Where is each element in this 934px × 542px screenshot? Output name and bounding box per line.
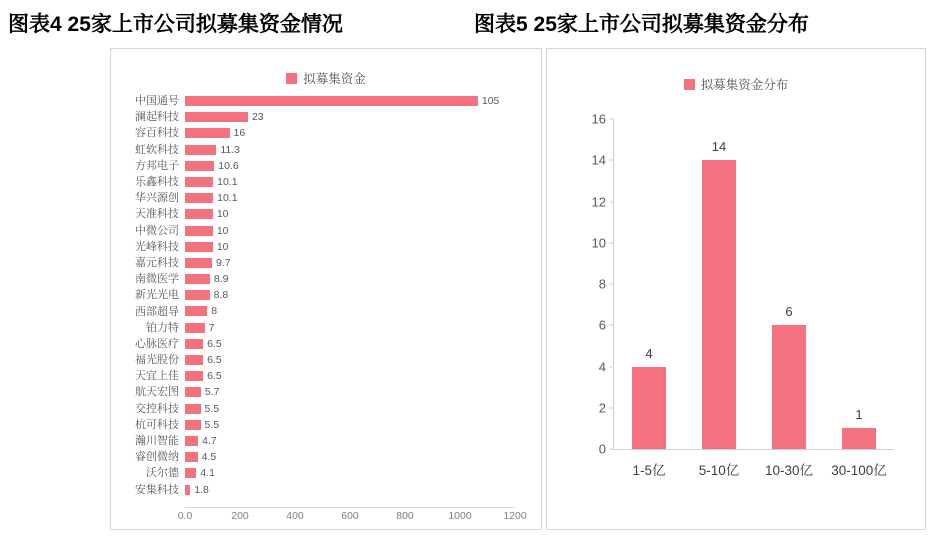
bar-value-label: 10 xyxy=(216,240,229,253)
bar-track xyxy=(185,384,541,400)
bar-value-label: 6.5 xyxy=(207,354,222,366)
bar-fill xyxy=(185,242,213,252)
plot-area-right xyxy=(591,111,894,478)
bar-fill xyxy=(185,355,203,365)
x-axis-tick: 600 xyxy=(341,510,359,522)
bar-value-label: 10.1 xyxy=(217,192,238,205)
bar-category-label: 杭可科技 xyxy=(135,418,179,431)
bar-row xyxy=(111,287,541,303)
bar-fill xyxy=(185,177,213,187)
legend-label-left: 拟募集资金 xyxy=(303,72,366,86)
bar-category-label: 方邦电子 xyxy=(135,159,179,172)
bar-row xyxy=(111,158,541,174)
legend-label-right: 拟募集资金分布 xyxy=(700,78,789,92)
bar-track xyxy=(185,255,541,271)
bar-category-label: 1-5亿 xyxy=(632,463,666,478)
y-axis-tick-label: 0 xyxy=(598,441,606,457)
bar-category-label: 心脉医疗 xyxy=(135,337,179,350)
bar-fill xyxy=(185,371,203,381)
bar-row xyxy=(111,401,541,417)
bar-fill xyxy=(185,274,210,284)
y-axis-tick-label: 10 xyxy=(591,235,606,251)
bar-track xyxy=(185,320,541,336)
bar-row xyxy=(111,223,541,239)
bar-fill xyxy=(772,325,806,449)
bar-row xyxy=(111,255,541,271)
page-title-left: 图表4 25家上市公司拟募集资金情况 xyxy=(8,13,343,36)
bar-category-label: 乐鑫科技 xyxy=(135,176,179,189)
bar-value-label: 8 xyxy=(211,305,218,318)
bar-row xyxy=(111,190,541,206)
bar-category-label: 睿创微纳 xyxy=(135,451,179,464)
bar-group xyxy=(614,119,684,478)
bar-row xyxy=(111,142,541,158)
bar-track xyxy=(185,223,541,239)
legend-swatch-icon xyxy=(684,79,695,90)
titles-row xyxy=(0,8,934,42)
bar-track xyxy=(185,93,541,109)
bar-track xyxy=(185,417,541,433)
bar-row xyxy=(111,368,541,384)
bar-row xyxy=(111,417,541,433)
x-axis-tick: 400 xyxy=(286,510,304,522)
y-axis-tick-label: 16 xyxy=(591,111,606,127)
bar-category-label: 安集科技 xyxy=(135,483,179,496)
bar-group xyxy=(754,119,824,478)
bar-value-label: 6.5 xyxy=(207,337,222,350)
bar-fill xyxy=(185,209,213,219)
bar-fill xyxy=(185,404,201,414)
bar-category-label: 嘉元科技 xyxy=(135,256,179,269)
y-axis-tick-label: 12 xyxy=(591,194,606,209)
chart-panel-left xyxy=(110,48,542,530)
bar-fill xyxy=(185,420,201,430)
x-axis-left xyxy=(177,507,527,529)
bar-fill xyxy=(185,128,230,138)
bar-row xyxy=(111,239,541,255)
bar-value-label: 9.7 xyxy=(215,256,231,269)
horizontal-bar-rows xyxy=(111,93,541,498)
bar-category-label: 容百科技 xyxy=(135,127,179,140)
bar-track xyxy=(185,368,541,384)
bar-category-label: 航天宏图 xyxy=(135,386,179,399)
bar-track xyxy=(185,352,541,368)
bar-group xyxy=(824,119,894,478)
bar-track xyxy=(185,482,541,498)
y-axis-tick-label: 2 xyxy=(598,400,606,416)
bar-category-label: 5-10亿 xyxy=(698,463,740,478)
bar-fill xyxy=(185,306,207,316)
bar-row xyxy=(111,352,541,368)
bar-category-label: 南微医学 xyxy=(135,273,179,286)
bar-category-label: 瀚川智能 xyxy=(135,435,179,448)
bar-category-label: 交控科技 xyxy=(135,402,179,415)
bar-group xyxy=(684,119,754,478)
bar-category-label: 30-100亿 xyxy=(831,463,887,478)
bar-track xyxy=(185,401,541,417)
bar-track xyxy=(185,206,541,222)
bar-fill xyxy=(842,428,876,449)
chart-panel-right xyxy=(546,48,926,530)
bar-value-label: 5.5 xyxy=(204,418,220,431)
bar-fill xyxy=(632,367,666,450)
vertical-bar-plot xyxy=(547,105,925,529)
bar-fill xyxy=(185,485,190,495)
x-axis-tick: 800 xyxy=(396,510,414,522)
bar-track xyxy=(185,449,541,465)
bar-category-label: 天宜上佳 xyxy=(135,370,179,383)
bar-row xyxy=(111,384,541,400)
bar-fill xyxy=(185,193,213,203)
bar-row xyxy=(111,336,541,352)
x-axis-tick: 0.0 xyxy=(177,510,193,522)
bar-category-label: 光峰科技 xyxy=(135,240,179,253)
bar-value-label: 8.9 xyxy=(213,273,229,286)
bar-track xyxy=(185,158,541,174)
x-axis-tick: 1200 xyxy=(503,510,527,522)
bar-category-label: 10-30亿 xyxy=(764,463,814,478)
bar-value-label: 23 xyxy=(251,111,264,124)
y-axis-tick-label: 8 xyxy=(598,276,606,292)
bar-row xyxy=(111,93,541,109)
bar-value-label: 5.5 xyxy=(204,402,220,415)
bar-track xyxy=(185,271,541,287)
bar-value-label: 5.7 xyxy=(204,386,220,399)
bar-fill xyxy=(185,258,212,268)
bar-fill xyxy=(185,387,201,397)
bar-fill xyxy=(185,226,213,236)
bar-value-label: 14 xyxy=(711,139,727,155)
bar-track xyxy=(185,303,541,319)
legend-right xyxy=(547,75,925,93)
bar-value-label: 6 xyxy=(785,304,793,320)
bar-fill xyxy=(185,436,198,446)
bar-category-label: 福光股份 xyxy=(135,354,179,367)
bar-fill xyxy=(185,112,248,122)
bar-row xyxy=(111,125,541,141)
bar-row xyxy=(111,303,541,319)
bar-category-label: 新光光电 xyxy=(135,289,179,302)
bar-value-label: 11.3 xyxy=(220,143,240,156)
bar-fill xyxy=(185,468,196,478)
x-axis-tick: 1000 xyxy=(448,510,472,522)
bar-row xyxy=(111,174,541,190)
bar-value-label: 4.5 xyxy=(201,451,217,464)
bar-track xyxy=(185,174,541,190)
page-title-right: 图表5 25家上市公司拟募集资金分布 xyxy=(474,13,809,36)
bar-row xyxy=(111,206,541,222)
bar-value-label: 4 xyxy=(645,345,653,361)
bar-value-label: 10 xyxy=(216,208,229,221)
bar-category-label: 沃尔德 xyxy=(146,467,179,480)
bar-row xyxy=(111,109,541,125)
horizontal-bar-plot xyxy=(111,93,541,529)
bar-fill xyxy=(185,145,216,155)
bar-track xyxy=(185,336,541,352)
bar-track xyxy=(185,142,541,158)
bar-track xyxy=(185,239,541,255)
bar-value-label: 16 xyxy=(233,127,246,140)
bar-row xyxy=(111,449,541,465)
x-axis-line xyxy=(185,507,515,508)
bar-row xyxy=(111,465,541,481)
bar-value-label: 8.8 xyxy=(213,289,229,302)
bar-category-label: 华兴源创 xyxy=(135,192,179,205)
bar-value-label: 1.8 xyxy=(194,483,209,496)
bar-category-label: 澜起科技 xyxy=(135,111,179,124)
bar-category-label: 中国通号 xyxy=(135,95,179,108)
bar-track xyxy=(185,287,541,303)
bar-value-label: 10.1 xyxy=(217,175,238,188)
y-axis-tick-label: 14 xyxy=(591,152,606,168)
bar-track xyxy=(185,190,541,206)
bar-category-label: 中微公司 xyxy=(135,224,179,237)
bar-value-label: 10 xyxy=(216,224,229,237)
bar-value-label: 105 xyxy=(481,95,500,107)
bar-fill xyxy=(185,290,210,300)
bar-track xyxy=(185,125,541,141)
bar-row xyxy=(111,433,541,449)
bar-track xyxy=(185,465,541,481)
bar-track xyxy=(185,433,541,449)
bar-fill xyxy=(185,161,214,171)
bar-fill xyxy=(185,323,205,333)
y-axis-tick-label: 4 xyxy=(598,359,606,374)
bar-value-label: 1 xyxy=(855,407,863,423)
bar-value-label: 4.7 xyxy=(202,434,217,447)
bar-fill xyxy=(185,452,198,462)
y-axis-tick-label: 6 xyxy=(598,317,606,333)
bar-track xyxy=(185,109,541,125)
x-axis-tick: 200 xyxy=(231,510,249,522)
bar-value-label: 10.6 xyxy=(218,159,239,172)
bar-value-label: 7 xyxy=(208,321,215,334)
legend-swatch-icon xyxy=(286,73,297,84)
bar-category-label: 铂力特 xyxy=(146,321,179,334)
bar-row xyxy=(111,271,541,287)
bar-category-label: 天准科技 xyxy=(135,208,179,221)
bar-fill xyxy=(702,160,736,449)
bar-value-label: 6.5 xyxy=(207,370,222,383)
bar-row xyxy=(111,320,541,336)
bar-category-label: 虹软科技 xyxy=(135,143,179,156)
legend-left xyxy=(111,69,541,87)
bar-value-label: 4.1 xyxy=(200,467,216,480)
bar-fill xyxy=(185,339,203,349)
bar-row xyxy=(111,482,541,498)
bar-category-label: 西部超导 xyxy=(135,305,179,318)
bar-fill xyxy=(185,96,478,106)
